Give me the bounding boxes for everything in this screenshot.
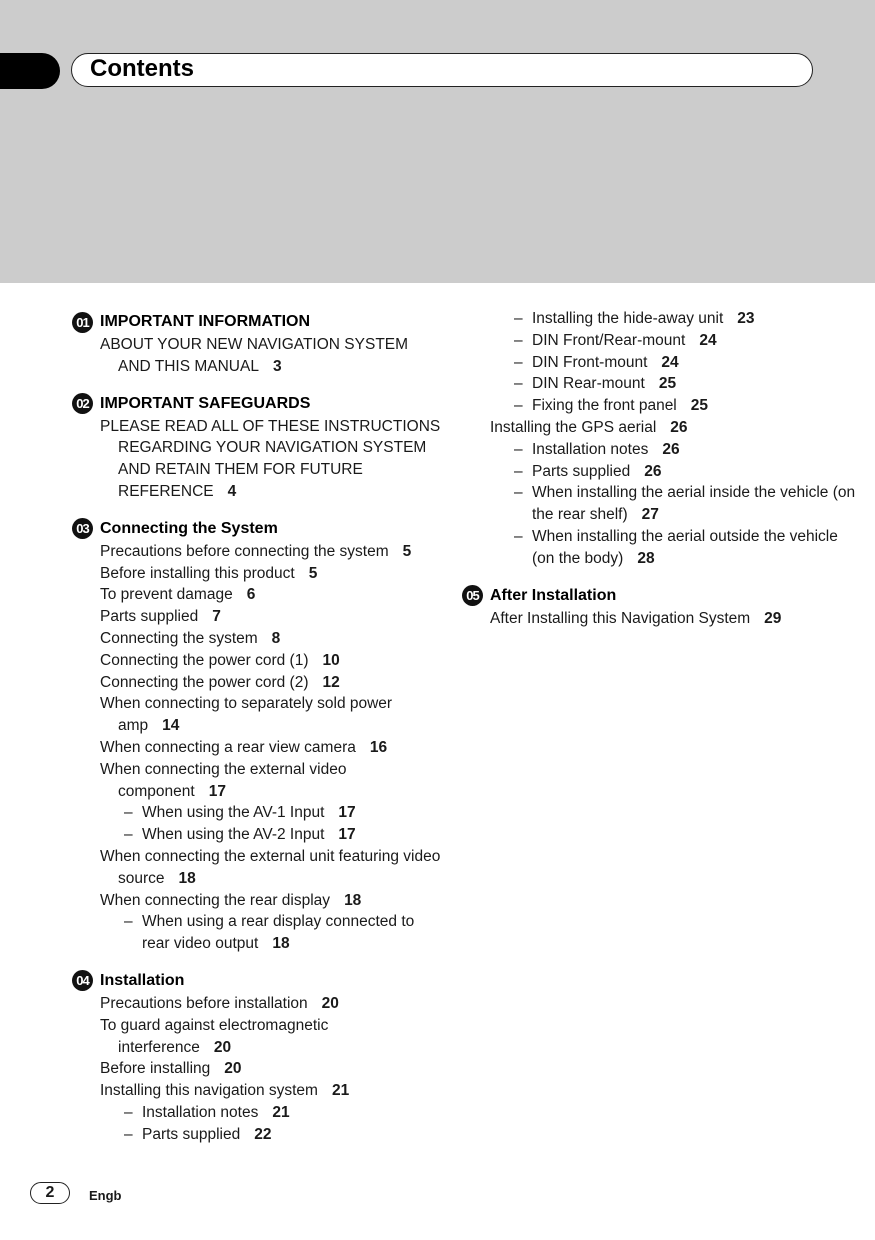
page-ref: 24 xyxy=(661,353,679,371)
entry-text: When using a rear display connected to rear video output xyxy=(142,913,415,953)
entry-text: DIN Front-mount xyxy=(532,353,648,371)
page-ref: 5 xyxy=(308,564,318,582)
entry-text: Installing this navigation system xyxy=(100,1082,318,1100)
page-ref: 8 xyxy=(271,629,281,647)
toc-entry[interactable] xyxy=(72,1102,442,1124)
chapter-number-badge: 01 xyxy=(72,312,93,333)
page-ref: 21 xyxy=(331,1082,350,1100)
page-ref: 20 xyxy=(213,1038,232,1056)
toc-entry[interactable] xyxy=(462,352,862,374)
section-title: Installation xyxy=(100,972,185,990)
page-ref: 17 xyxy=(338,804,356,822)
toc-entry[interactable] xyxy=(462,482,862,526)
entry-text: To guard against electromagnetic interference xyxy=(100,1016,329,1056)
toc-entry[interactable] xyxy=(72,846,442,890)
page-ref: 5 xyxy=(402,542,412,560)
entry-text: When connecting the external video component xyxy=(100,760,347,800)
entry-text: When connecting to separately sold power amp xyxy=(100,695,393,735)
section-heading[interactable] xyxy=(72,970,442,992)
page-ref: 12 xyxy=(322,673,340,691)
page-ref: 28 xyxy=(637,549,655,567)
toc-entry[interactable] xyxy=(72,993,442,1015)
chapter-number-badge: 03 xyxy=(72,518,93,539)
toc-entry[interactable] xyxy=(72,541,442,563)
page-ref: 20 xyxy=(224,1060,242,1078)
page-ref: 21 xyxy=(272,1103,290,1121)
entry-text: To prevent damage xyxy=(100,586,233,604)
toc-entry[interactable] xyxy=(72,584,442,606)
toc-entry[interactable] xyxy=(72,759,442,803)
page-ref: 3 xyxy=(272,357,282,375)
toc-section xyxy=(72,518,442,955)
toc-entry[interactable] xyxy=(72,1124,442,1146)
entry-text: Precautions before connecting the system xyxy=(100,542,389,560)
entry-text: Connecting the system xyxy=(100,629,258,647)
page-ref: 26 xyxy=(644,462,662,480)
section-heading[interactable] xyxy=(72,518,442,540)
toc-entry[interactable] xyxy=(72,824,442,846)
toc-entry[interactable] xyxy=(462,526,862,570)
toc-continued xyxy=(462,308,862,570)
title-bar xyxy=(71,53,813,87)
dash-marker: – xyxy=(124,1125,133,1143)
toc-entry[interactable] xyxy=(72,650,442,672)
page-ref: 24 xyxy=(699,331,717,349)
dash-marker: – xyxy=(514,310,523,327)
page-ref: 18 xyxy=(344,891,362,909)
entry-text: Precautions before installation xyxy=(100,994,308,1012)
page-ref: 26 xyxy=(662,440,680,458)
page-ref: 22 xyxy=(254,1125,272,1143)
toc-entry[interactable] xyxy=(72,890,442,912)
toc-entry[interactable] xyxy=(462,395,862,417)
entry-text: Before installing xyxy=(100,1060,211,1078)
dash-marker: – xyxy=(514,484,523,502)
toc-entry[interactable] xyxy=(462,439,862,461)
page-ref: 17 xyxy=(208,782,226,800)
toc-entry[interactable] xyxy=(72,606,442,628)
page-ref: 7 xyxy=(212,608,221,626)
entry-text: Connecting the power cord (2) xyxy=(100,673,309,691)
page-ref: 23 xyxy=(737,310,755,327)
toc-entry[interactable] xyxy=(72,911,442,955)
toc-entry[interactable] xyxy=(72,1058,442,1080)
toc-section xyxy=(72,393,442,503)
toc-section xyxy=(72,970,442,1146)
section-heading[interactable] xyxy=(72,393,442,415)
toc-entry[interactable] xyxy=(72,1080,442,1102)
page-ref: 25 xyxy=(658,375,677,393)
page-ref: 20 xyxy=(321,994,339,1012)
entry-text: When connecting the rear display xyxy=(100,891,331,909)
chapter-number-badge: 05 xyxy=(462,585,483,606)
entry-text: Installation notes xyxy=(532,440,649,458)
section-title: Connecting the System xyxy=(100,519,278,537)
toc-section xyxy=(462,585,862,630)
dash-marker: – xyxy=(514,527,523,545)
toc-entry[interactable] xyxy=(72,416,442,503)
section-heading[interactable] xyxy=(72,311,442,333)
entry-text: When connecting a rear view camera xyxy=(100,738,356,756)
entry-text: ABOUT YOUR NEW NAVIGATION SYSTEM AND THIS MANUAL xyxy=(100,336,409,375)
toc-right-column xyxy=(462,308,862,644)
toc-entry[interactable] xyxy=(462,308,862,330)
entry-text: Parts supplied xyxy=(100,608,199,626)
toc-left-column xyxy=(72,311,442,1161)
chapter-tab xyxy=(0,53,60,89)
toc-entry[interactable] xyxy=(462,417,862,439)
toc-entry[interactable] xyxy=(462,608,862,630)
dash-marker: – xyxy=(514,397,523,415)
page-ref: 25 xyxy=(690,397,709,415)
dash-marker: – xyxy=(514,462,523,480)
toc-entry[interactable] xyxy=(72,563,442,585)
toc-entry[interactable] xyxy=(462,373,862,395)
page-ref: 16 xyxy=(369,738,388,756)
entry-text: Parts supplied xyxy=(532,462,631,480)
header-band xyxy=(0,0,875,283)
toc-entry[interactable] xyxy=(462,461,862,483)
dash-marker: – xyxy=(124,804,133,822)
section-title: IMPORTANT SAFEGUARDS xyxy=(100,394,311,412)
page-ref: 10 xyxy=(322,651,340,669)
section-title: After Installation xyxy=(490,586,617,604)
page-ref: 27 xyxy=(641,506,659,524)
toc-entry[interactable] xyxy=(462,330,862,352)
entry-text: DIN Rear-mount xyxy=(532,375,645,393)
entry-text: Fixing the front panel xyxy=(532,397,677,415)
toc-entry[interactable] xyxy=(72,628,442,650)
toc-entry[interactable] xyxy=(72,693,442,737)
entry-text: Installing the GPS aerial xyxy=(490,418,657,436)
page-ref: 6 xyxy=(246,586,256,604)
entry-text: Installation notes xyxy=(142,1103,259,1121)
dash-marker: – xyxy=(514,353,523,371)
toc-entry[interactable] xyxy=(72,334,442,378)
page-ref: 14 xyxy=(162,717,180,735)
language-code: Engb xyxy=(89,1188,122,1203)
page-ref: 26 xyxy=(670,418,688,436)
entry-text: When installing the aerial outside the vehicle (on the body) xyxy=(532,527,838,567)
section-title: IMPORTANT INFORMATION xyxy=(100,313,311,331)
toc-section xyxy=(72,311,442,378)
dash-marker: – xyxy=(514,331,523,349)
dash-marker: – xyxy=(124,913,133,931)
entry-text: Parts supplied xyxy=(142,1125,241,1143)
toc-entry[interactable] xyxy=(72,737,442,759)
page-title: Contents xyxy=(90,55,194,82)
entry-text: PLEASE READ ALL OF THESE INSTRUCTIONS REGARDING YOUR NAVIGATION SYSTEM AND RETAIN THEM FOR FUTURE REFERENCE xyxy=(100,417,441,500)
page-number: 2 xyxy=(30,1182,70,1204)
entry-text: DIN Front/Rear-mount xyxy=(532,331,686,349)
entry-text: After Installing this Navigation System xyxy=(490,609,751,627)
page-ref: 17 xyxy=(338,826,356,844)
entry-text: When installing the aerial inside the vehicle (on the rear shelf) xyxy=(532,484,856,524)
chapter-number-badge: 02 xyxy=(72,393,93,414)
page-ref: 4 xyxy=(227,482,237,500)
section-heading[interactable] xyxy=(462,585,862,607)
toc-entry[interactable] xyxy=(72,672,442,694)
page-ref: 18 xyxy=(272,935,290,953)
entry-text: When connecting the external unit featuring video source xyxy=(100,847,441,887)
entry-text: Connecting the power cord (1) xyxy=(100,651,309,669)
dash-marker: – xyxy=(514,440,523,458)
entry-text: When using the AV-1 Input xyxy=(142,804,325,822)
dash-marker: – xyxy=(124,1103,133,1121)
page-ref: 29 xyxy=(764,609,782,627)
page-ref: 18 xyxy=(178,869,196,887)
dash-marker: – xyxy=(124,826,133,844)
chapter-number-badge: 04 xyxy=(72,970,93,991)
entry-text: When using the AV-2 Input xyxy=(142,826,325,844)
toc-entry[interactable] xyxy=(72,802,442,824)
toc-entry[interactable] xyxy=(72,1015,442,1059)
dash-marker: – xyxy=(514,375,523,393)
entry-text: Before installing this product xyxy=(100,564,295,582)
entry-text: Installing the hide-away unit xyxy=(532,310,724,327)
